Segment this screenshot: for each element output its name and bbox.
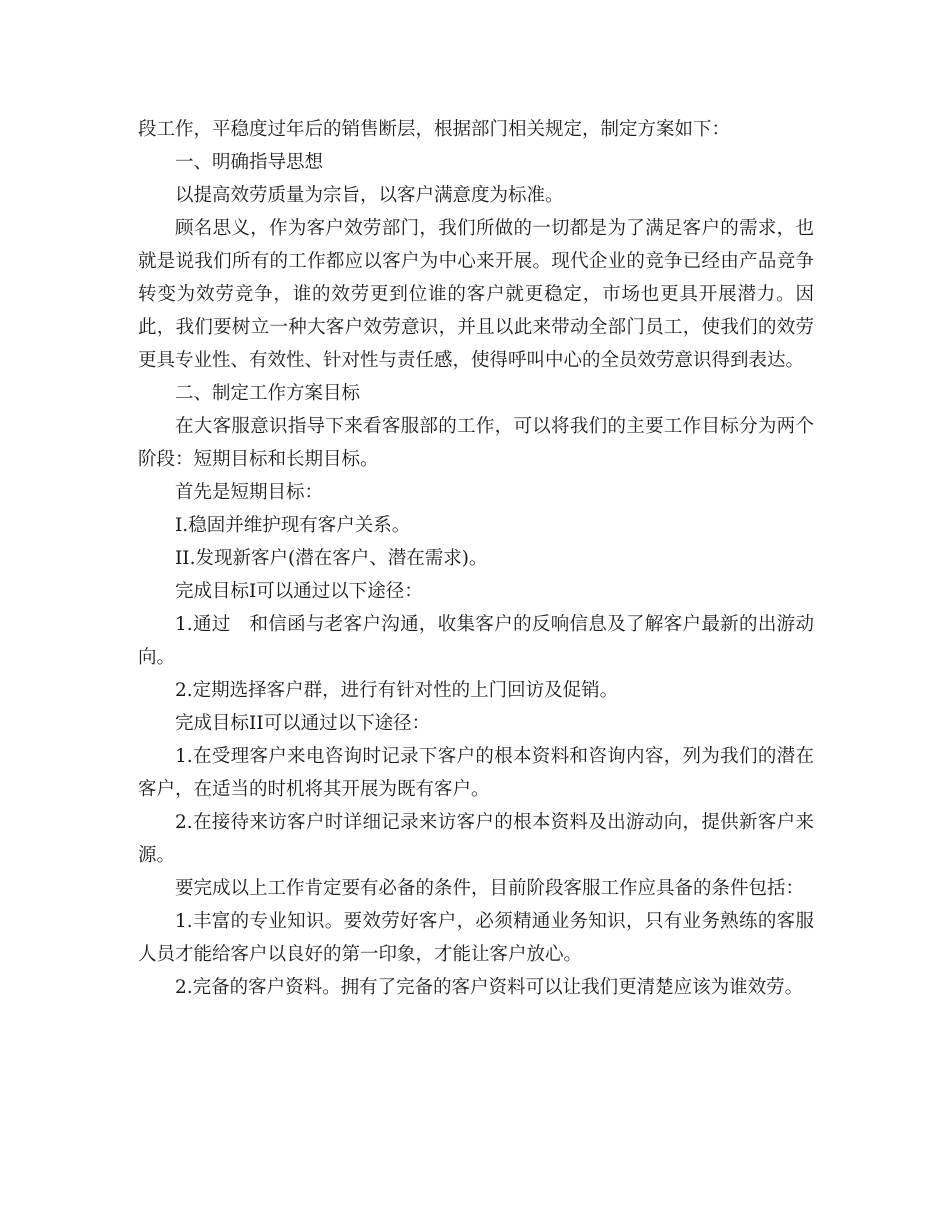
paragraph-continuation: 段工作，平稳度过年后的销售断层，根据部门相关规定，制定方案如下： [138, 119, 731, 140]
list-item: 1.在受理客户来电咨询时记录下客户的根本资料和咨询内容，列为我们的潜在客户，在适当的时机将其开展为既有客户。 [138, 746, 814, 800]
section-heading-1: 一、明确指导思想 [175, 152, 324, 173]
paragraph: 在大客服意识指导下来看客服部的工作，可以将我们的主要工作目标分为两个阶段：短期目标和长期目标。 [138, 416, 814, 470]
list-item: 2.在接待来访客户时详细记录来访客户的根本资料及出游动向，提供新客户来源。 [138, 812, 814, 866]
paragraph: 要完成以上工作肯定要有必备的条件，目前阶段客服工作应具备的条件包括： [175, 878, 805, 899]
paragraph: 完成目标I可以通过以下途径： [175, 581, 423, 602]
list-item: 2.完备的客户资料。拥有了完备的客户资料可以让我们更清楚应该为谁效劳。 [175, 977, 804, 998]
list-item: 1.通过 和信函与老客户沟通，收集客户的反响信息及了解客户最新的出游动向。 [138, 614, 814, 668]
paragraph: 顾名思义，作为客户效劳部门，我们所做的一切都是为了满足客户的需求，也就是说我们所有的工作都应以客户为中心来开展。现代企业的竞争已经由产品竞争转变为效劳竞争，谁的效劳更到位谁的客户就更稳定，市场也更具开展潜力。因此，我们要树立一种大客户效劳意识，并且以此来带动全部门员工，使我们的效劳更具专业性、有效性、针对性与责任感，使得呼叫中心的全员效劳意识得到表达。 [138, 218, 814, 371]
document-body [138, 113, 814, 1004]
list-item: II.发现新客户(潜在客户、潜在需求)。 [175, 548, 488, 569]
list-item: 2.定期选择客户群，进行有针对性的上门回访及促销。 [175, 680, 619, 701]
list-item: 1.丰富的专业知识。要效劳好客户，必须精通业务知识，只有业务熟练的客服人员才能给客户以良好的第一印象，才能让客户放心。 [138, 911, 814, 965]
list-item: I.稳固并维护现有客户关系。 [175, 515, 411, 536]
paragraph: 首先是短期目标： [175, 482, 324, 503]
paragraph: 以提高效劳质量为宗旨，以客户满意度为标准。 [175, 185, 564, 206]
section-heading-2: 二、制定工作方案目标 [175, 383, 361, 404]
paragraph: 完成目标II可以通过以下途径： [175, 713, 431, 734]
